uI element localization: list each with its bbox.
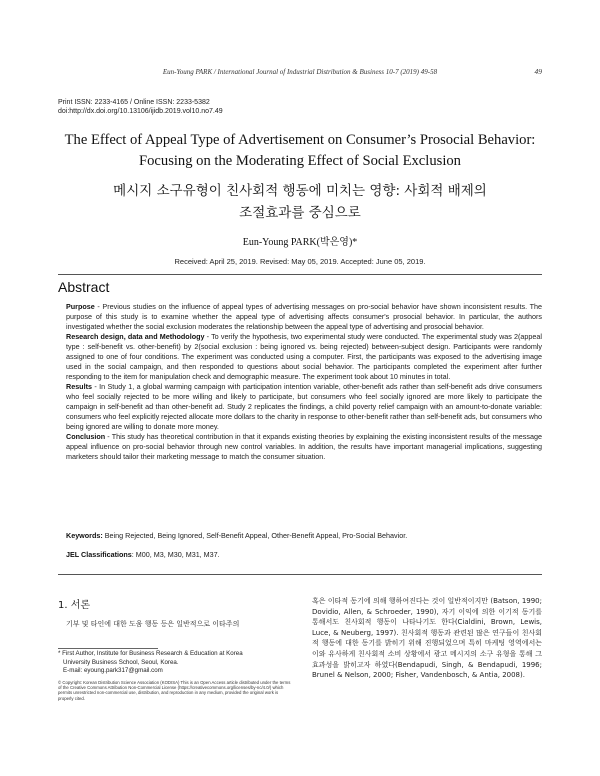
- paper-title-english: [30, 130, 570, 172]
- copyright-notice: © Copyright: Korean Distribution Science Association (KODISA) This is an Open Access article distributed under the terms of the Creative Commons Attribution Non-Commercial License (https://creativecommons.org/licenses/by-nc/4.0/) which permits unrestricted non-commercial use, distribution, and reproduction in any medium, provided the original work is properly cited.: [58, 680, 291, 701]
- running-header: Eun-Young PARK / International Journal of Industrial Distribution & Business 10-7 (2019) 49-58: [162, 68, 438, 76]
- results-text: - In Study 1, a global warming campaign with participation intention variable, other-benefit ads rather than self-benefit ads drive consumers who feel socially rejected to be more willing and likely to participate, but consumers who feel socially ignored are more likely to participate the campaign in self-benefit ad than other-benefit ad. Study 2 replicates the findings, a child poverty relief campaign with an amount-to-donate variable: consumers who feel explicitly rejected allocate more dollars to the charity in response to other-benefit rather than self-benefit ads, but consumers who being ignored are willing to donate more money.: [66, 382, 542, 431]
- author-footnote: [58, 650, 294, 676]
- abstract-design: [66, 332, 542, 382]
- title-english-line-2: Focusing on the Moderating Effect of Social Exclusion: [139, 153, 461, 169]
- results-label: Results: [66, 382, 92, 391]
- jel-text: : M00, M3, M30, M31, M37.: [131, 550, 220, 559]
- abstract-conclusion: [66, 432, 542, 462]
- abstract-purpose: [66, 302, 542, 332]
- footnote-email: E-mail: eyoung.park317@gmail.com: [63, 667, 163, 674]
- jel-label: JEL Classifications: [66, 550, 132, 559]
- footnote-line-1: * First Author, Institute for Business Research & Education at Korea: [58, 650, 243, 657]
- keywords: [66, 531, 542, 541]
- purpose-text: - Previous studies on the influence of appeal types of advertising messages on pro-social behavior have shown inconsistent results. The purpose of this study is to examine whether the appeal type of advertising affects consumer's prosocial behavior. In particular, the authors investigated whether the social exclusion moderates the relationship between the appeal type of advertising and prosocial behavior.: [66, 302, 542, 331]
- issn-line: Print ISSN: 2233-4165 / Online ISSN: 2233-5382: [58, 99, 210, 106]
- footnote-line-2: University Business School, Seoul, Korea.: [63, 658, 179, 666]
- issn-block: [58, 98, 223, 116]
- introduction-left-column: 기부 및 타인에 대한 도움 행동 등은 일반적으로 이타주의: [66, 620, 240, 628]
- jel-classifications: [66, 550, 542, 560]
- abstract-bottom-divider: [58, 574, 542, 575]
- title-english-line-1: The Effect of Appeal Type of Advertisement on Consumer’s Prosocial Behavior:: [64, 132, 536, 148]
- introduction-right-column: 혹은 이타적 동기에 의해 행하여진다는 것이 일반적이지만 (Batson, 1990; Dovidio, Allen, & Schroeder, 1990), 자기 이익에 의한 이기적 동기를 통해서도 친사회적 행동이 나타나기도 한다(Cialdini, Brown, Lewis, Luce, & Neuberg, 1997). 친사회적 행동과 관련된 많은 연구들이 친사회적 행동에 대한 동기를 밝히기 위해 진행되었으며 특히 마케팅 영역에서는 이와 유사하게 친사회적 소비 상황에서 광고 메시지의 소구 유형을 통해 그 효과성을 밝히고자 하였다(Bendapudi, Singh, & Bendapudi, 1996; Brunel & Nelson, 2000; Fisher, Vandenbosch, & Antia, 2008).: [312, 597, 542, 680]
- purpose-label: Purpose: [66, 302, 95, 311]
- footnote-divider: [58, 648, 158, 649]
- abstract-body: [66, 302, 542, 462]
- submission-dates: Received: April 25, 2019. Revised: May 05, 2019. Accepted: June 05, 2019.: [174, 257, 426, 266]
- abstract-results: [66, 382, 542, 432]
- abstract-heading: Abstract: [58, 279, 110, 295]
- conclusion-text: - This study has theoretical contribution in that it expands existing theories by explaining the existing inconsistent results of the message appeal influence on pro-social behavior through new control variables. In addition, the results have important managerial implications, suggesting marketers should tailor their marketing message to match the consumer situation.: [66, 432, 542, 461]
- title-korean-line-2: 조절효과를 중심으로: [239, 205, 361, 221]
- title-korean-line-1: 메시지 소구유형이 친사회적 행동에 미치는 영향: 사회적 배제의: [113, 183, 487, 199]
- design-text: - To verify the hypothesis, two experimental study were conducted. The experimental study was 2(appeal type : self-benefit vs. other-benefit) by 2(social exclusion : being ignored vs. being rejected) between-subject design. Participants were randomly assigned to one of four conditions. The experiment was conducted using a computer. First, the participants was exposed to the advertising image used in the social campaign, and then responded to questions about social behavior. The participants completed the experiment after further responding to the item for manipulation check and demographic measure. The experiment took about 10 minutes in total.: [66, 332, 542, 381]
- keywords-text: Being Rejected, Being Ignored, Self-Benefit Appeal, Other-Benefit Appeal, Pro-Social Behavior.: [102, 531, 408, 540]
- doi-line: doi:http://dx.doi.org/10.13106/ijidb.2019.vol10.no7.49: [58, 108, 223, 115]
- section-heading-introduction: 1. 서론: [58, 600, 91, 611]
- conclusion-label: Conclusion: [66, 432, 106, 441]
- abstract-top-divider: [58, 274, 542, 275]
- author-name: Eun-Young PARK(박은영)*: [242, 237, 358, 248]
- design-label: Research design, data and Methodology: [66, 332, 205, 341]
- keywords-label: Keywords:: [66, 531, 103, 540]
- paper-title-korean: [30, 180, 570, 224]
- page-number: 49: [534, 67, 542, 76]
